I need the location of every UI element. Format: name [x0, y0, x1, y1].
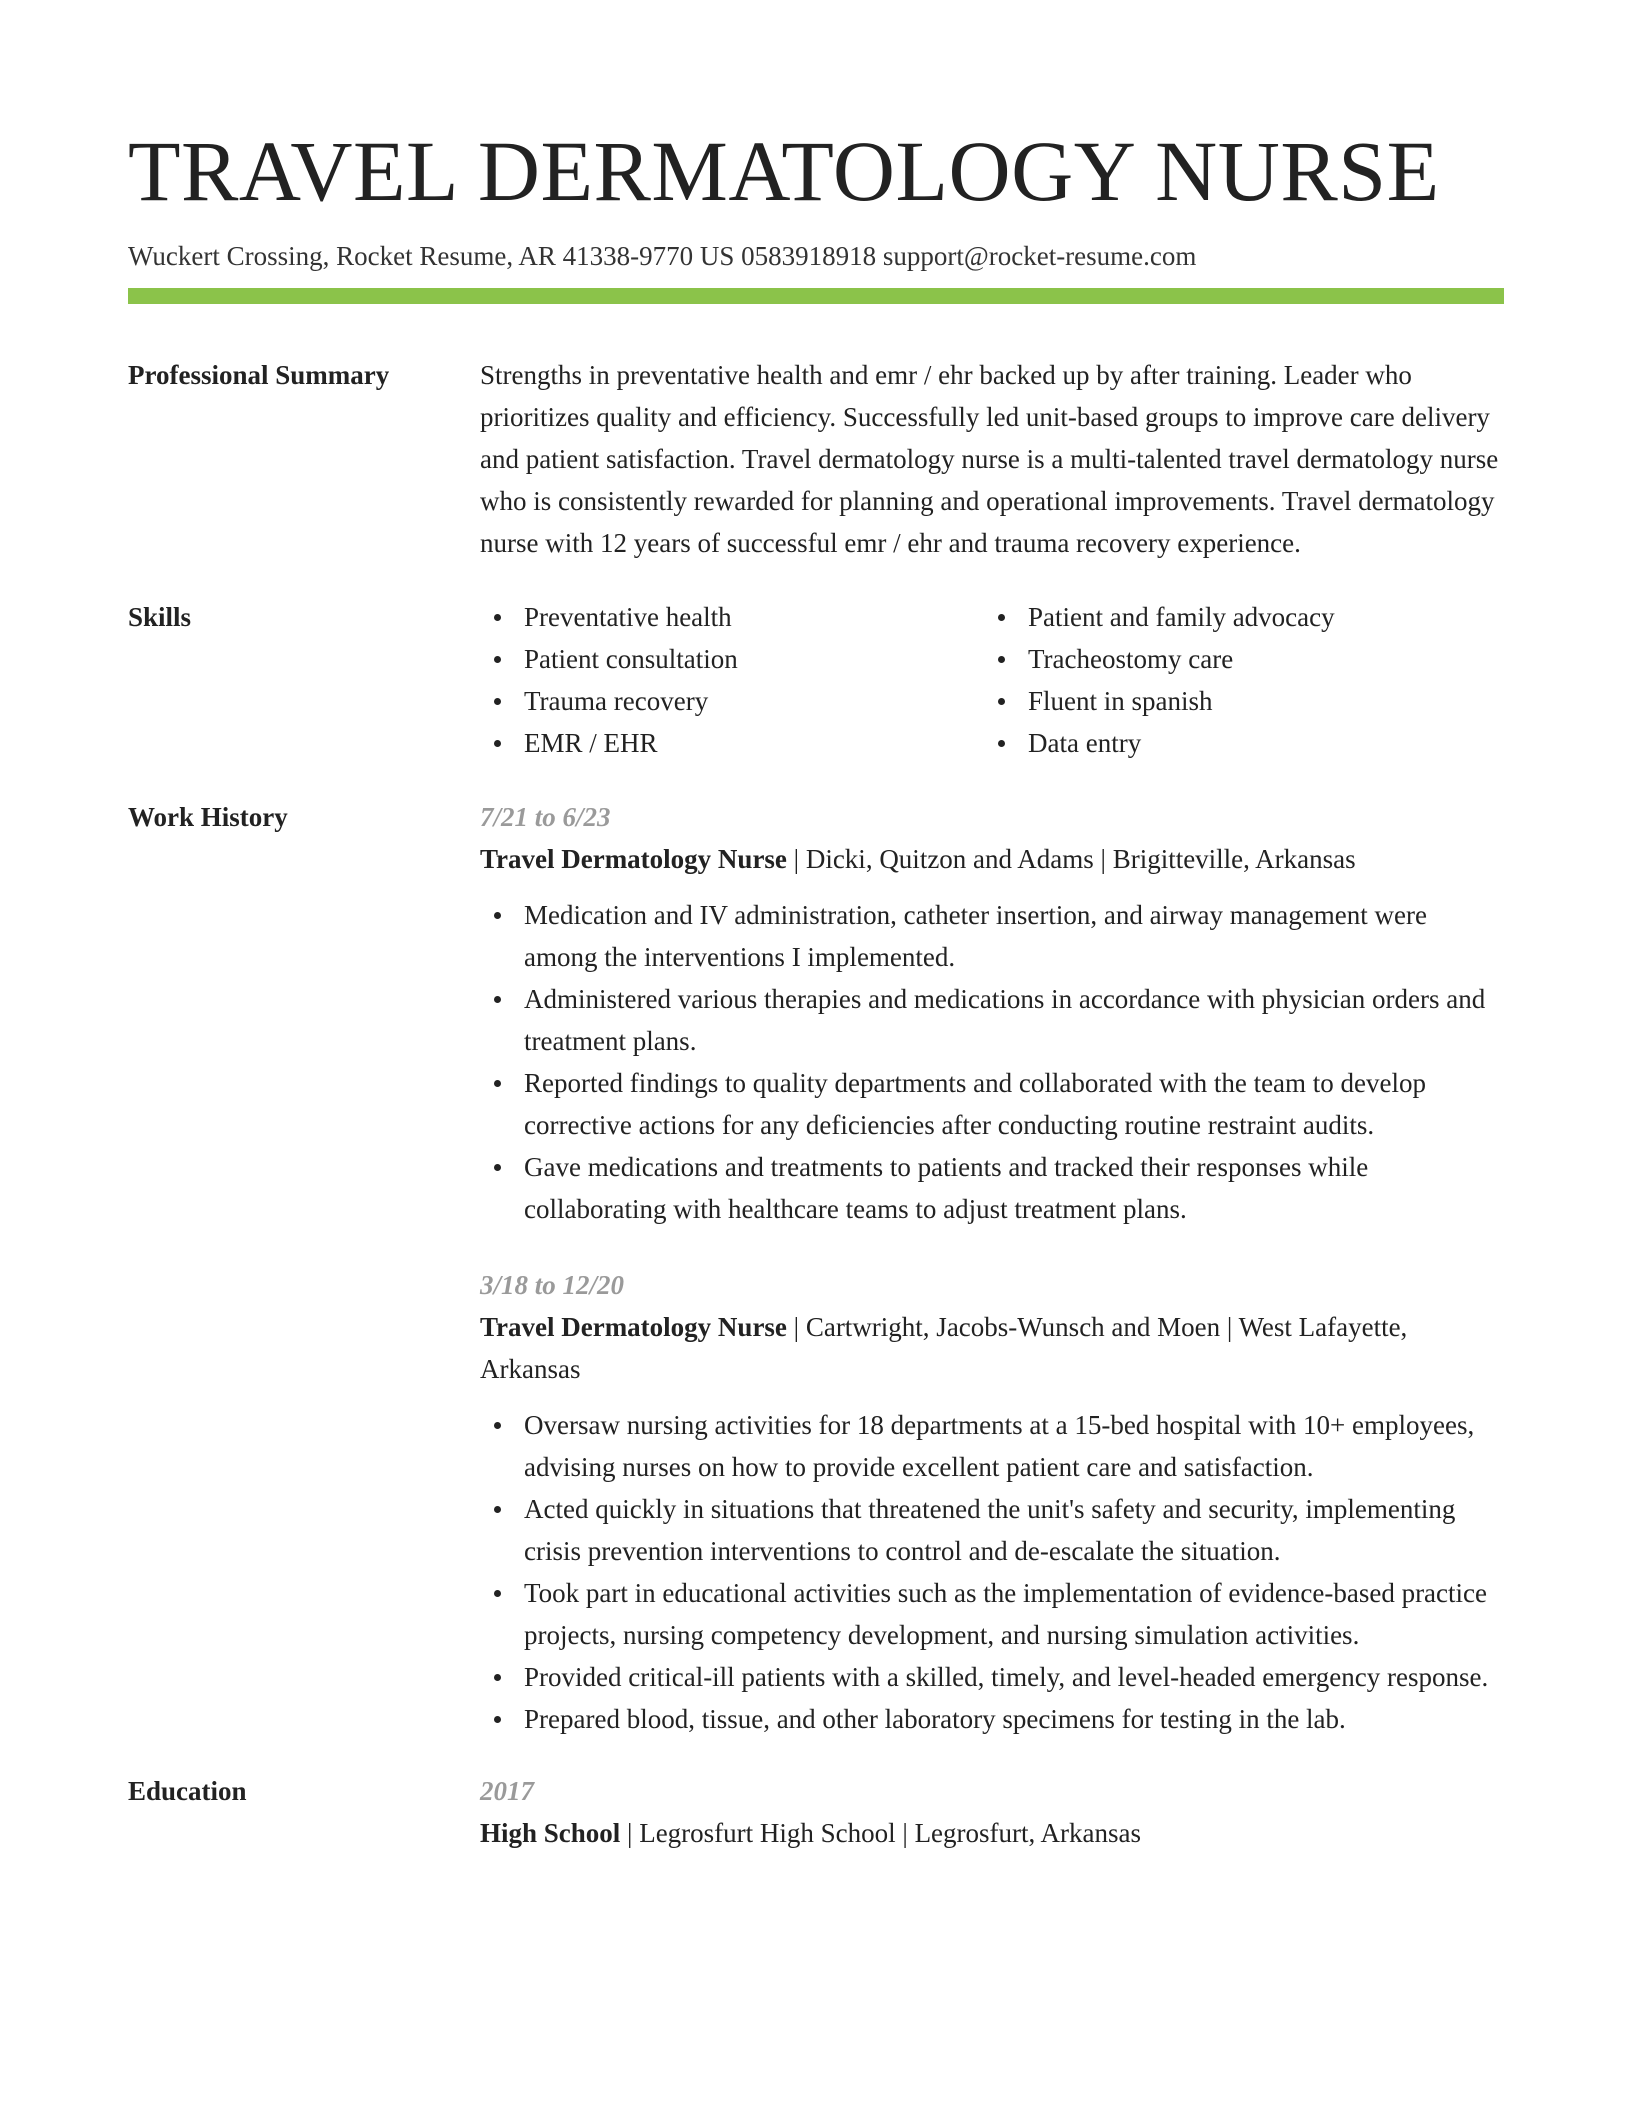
skills-section: [128, 596, 1504, 764]
skill-item: Patient and family advocacy: [984, 596, 1335, 638]
work-history-section: [128, 796, 1504, 1740]
job-details: | Cartwright, Jacobs-Wunsch and Moen | West Lafayette, Arkansas: [480, 1312, 1408, 1385]
job-date: 7/21 to 6/23: [480, 802, 611, 833]
job-date: 3/18 to 12/20: [480, 1270, 625, 1301]
skill-item: Patient consultation: [480, 638, 984, 680]
skill-item: Fluent in spanish: [984, 680, 1335, 722]
job-bullet: Administered various therapies and medications in accordance with physician orders and treatment plans.: [480, 978, 1504, 1062]
job-bullet: Medication and IV administration, catheter insertion, and airway management were among the interventions I implemented.: [480, 894, 1504, 978]
education-degree: High School: [480, 1818, 621, 1849]
job-bullet: Oversaw nursing activities for 18 departments at a 15-bed hospital with 10+ employees, advising nurses on how to provide excellent patient care and satisfaction.: [480, 1404, 1504, 1488]
job-heading: [480, 838, 1504, 880]
job-bullet: Took part in educational activities such as the implementation of evidence-based practice projects, nursing competency development, and nursing simulation activities.: [480, 1572, 1504, 1656]
skills-columns: [480, 596, 1504, 764]
skills-list-right: [984, 596, 1335, 764]
job-title: Travel Dermatology Nurse: [480, 844, 787, 875]
job-bullet: Reported findings to quality departments and collaborated with the team to develop corrective actions for any deficiencies after conducting routine restraint audits.: [480, 1062, 1504, 1146]
education-body: [480, 1770, 1504, 1854]
education-section: [128, 1770, 1504, 1854]
education-details: | Legrosfurt High School | Legrosfurt, Arkansas: [620, 1818, 1142, 1849]
job-entry: [480, 796, 1504, 1230]
skill-item: Data entry: [984, 722, 1335, 764]
skills-list-left: [480, 596, 984, 764]
section-label-summary: Professional Summary: [128, 360, 390, 391]
job-bullet: Acted quickly in situations that threatened the unit's safety and security, implementing crisis prevention interventions to control and de-escalate the situation.: [480, 1488, 1504, 1572]
professional-summary-section: [128, 354, 1504, 564]
skill-item: Tracheostomy care: [984, 638, 1335, 680]
section-label-education: Education: [128, 1776, 247, 1807]
contact-info: Wuckert Crossing, Rocket Resume, AR 41338-9770 US 0583918918 support@rocket-resume.com: [128, 241, 1197, 271]
job-details: | Dicki, Quitzon and Adams | Brigitteville, Arkansas: [786, 844, 1356, 875]
education-heading: [480, 1812, 1504, 1854]
skill-item: Trauma recovery: [480, 680, 984, 722]
job-title: Travel Dermatology Nurse: [480, 1312, 787, 1343]
candidate-name: TRAVEL DERMATOLOGY NURSE: [128, 123, 1440, 219]
job-bullet: Gave medications and treatments to patients and tracked their responses while collaborating with healthcare teams to adjust treatment plans.: [480, 1146, 1504, 1230]
section-label-skills: Skills: [128, 602, 192, 633]
skill-item: Preventative health: [480, 596, 984, 638]
work-history-body: [480, 796, 1504, 1740]
job-entry: [480, 1264, 1504, 1740]
header-divider: [128, 288, 1504, 304]
section-label-work: Work History: [128, 802, 288, 833]
education-date: 2017: [480, 1776, 534, 1807]
job-bullet: Prepared blood, tissue, and other laboratory specimens for testing in the lab.: [480, 1698, 1504, 1740]
job-bullets: [480, 1404, 1504, 1740]
skill-item: EMR / EHR: [480, 722, 984, 764]
summary-text: Strengths in preventative health and emr / ehr backed up by after training. Leader who prioritizes quality and efficiency. Successfully led unit-based groups to improve care delivery and patient satisfaction. Travel dermatology nurse is a multi-talented travel dermatology nurse who is consistently rewarded for planning and operational improvements. Travel dermatology nurse with 12 years of successful emr / ehr and trauma recovery experience.: [480, 360, 1499, 559]
job-heading: [480, 1306, 1504, 1390]
job-bullets: [480, 894, 1504, 1230]
job-bullet: Provided critical-ill patients with a skilled, timely, and level-headed emergency response.: [480, 1656, 1504, 1698]
